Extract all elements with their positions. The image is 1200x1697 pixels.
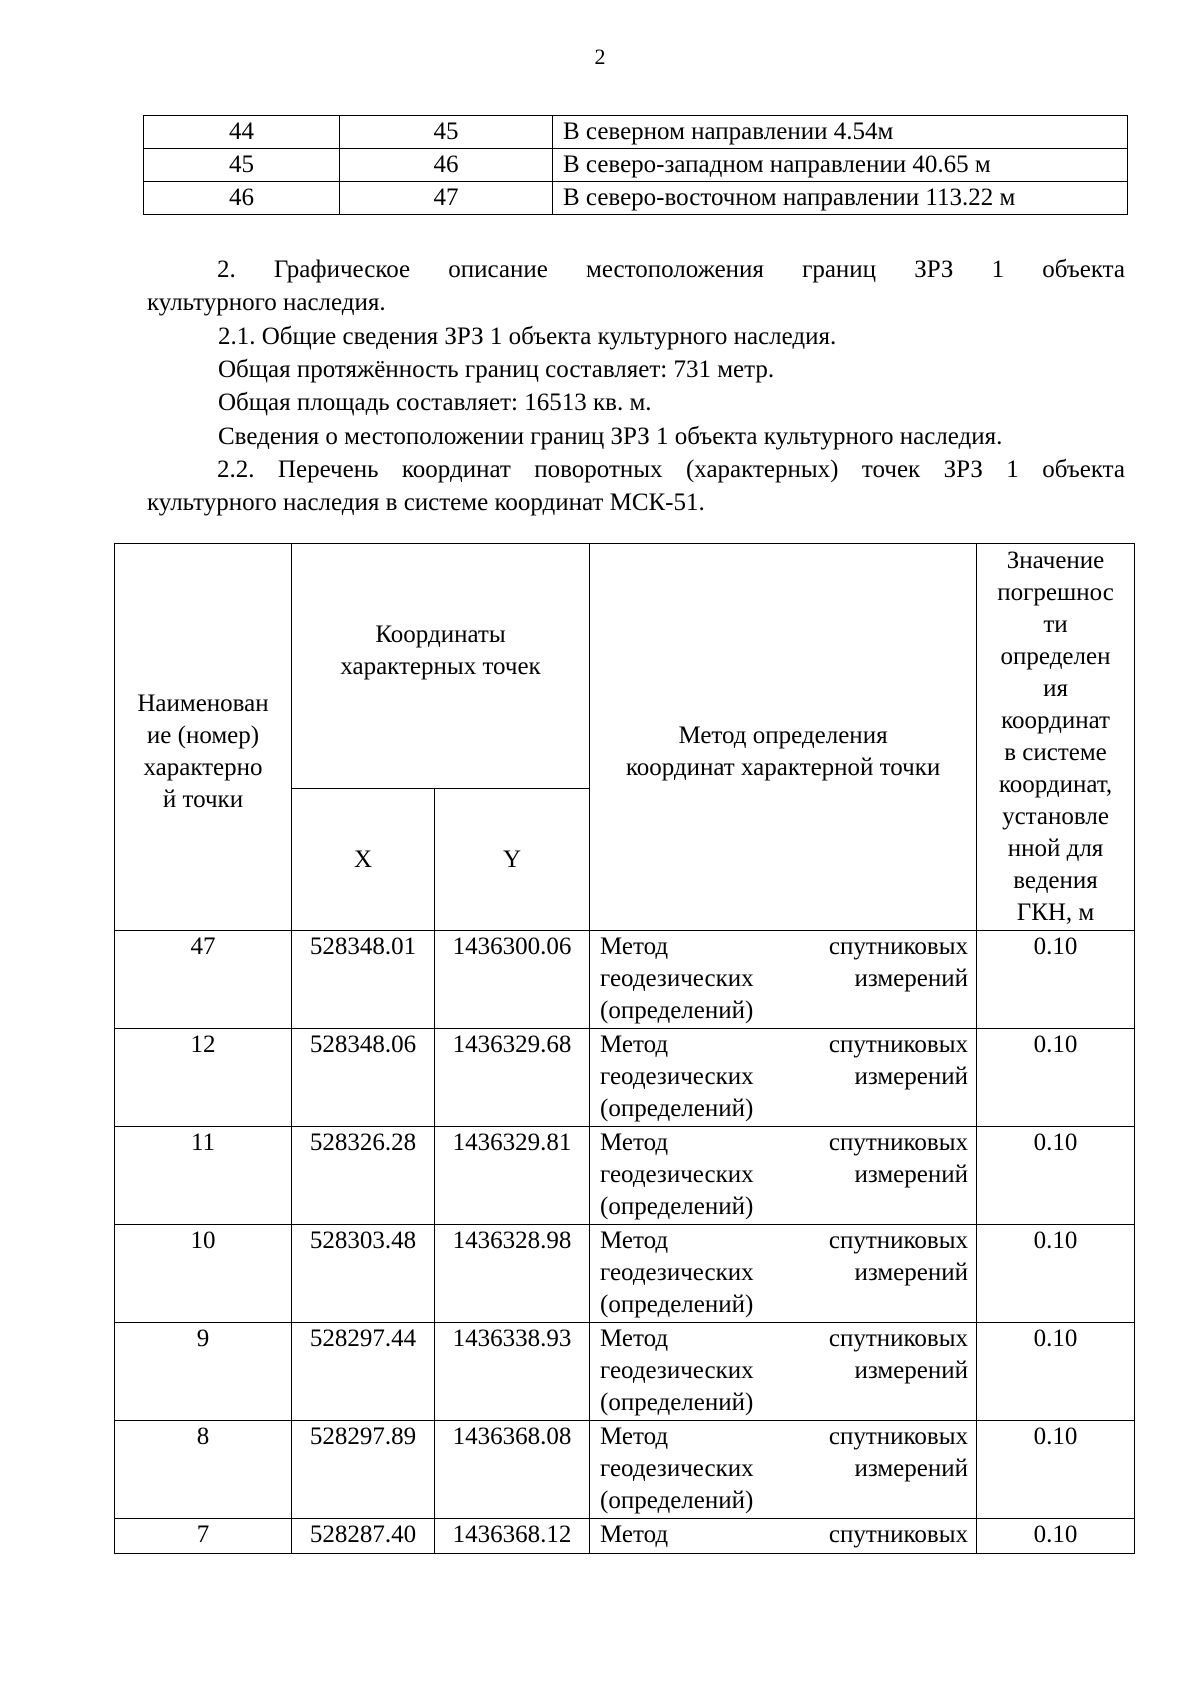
coord-x: 528287.40 — [292, 1519, 435, 1554]
section-2-heading: 2. Графическое описание местоположения границ ЗРЗ 1 объекта — [217, 256, 1125, 283]
header-coordinates — [292, 544, 590, 789]
header-line: характерно — [143, 754, 263, 781]
method-word: геодезических — [600, 1259, 754, 1286]
method-word: измерений — [854, 1259, 969, 1286]
coord-x: 528348.01 — [292, 931, 435, 1029]
method-word: геодезических — [600, 965, 754, 992]
coord-x: 528326.28 — [292, 1127, 435, 1225]
method-cell — [590, 931, 977, 1029]
coordinate-row — [115, 1029, 1135, 1127]
method-word: (определений) — [600, 1389, 754, 1416]
header-line: в системе — [1004, 739, 1107, 766]
header-line: й точки — [162, 786, 244, 813]
method-word: спутниковых — [828, 1129, 969, 1156]
method-word: (определений) — [600, 1291, 754, 1318]
method-word: Метод — [600, 1031, 669, 1058]
total-area: Общая площадь составляет: 16513 кв. м. — [218, 389, 652, 416]
method-word: Метод — [600, 1423, 669, 1450]
method-word: спутниковых — [828, 933, 969, 960]
page-number: 2 — [594, 44, 606, 69]
point-number: 12 — [115, 1029, 292, 1127]
point-number: 8 — [115, 1421, 292, 1519]
method-word: спутниковых — [828, 1227, 969, 1254]
point-number: 47 — [115, 931, 292, 1029]
method-word: спутниковых — [828, 1521, 969, 1548]
header-method — [590, 544, 977, 931]
coord-y: 1436329.68 — [435, 1029, 590, 1127]
total-length: Общая протяжённость границ составляет: 731 метр. — [218, 356, 775, 383]
segment-description: В северо-восточном направлении 113.22 м — [553, 182, 1128, 215]
header-line: нной для — [1007, 835, 1104, 862]
method-cell — [590, 1029, 977, 1127]
header-line: Координаты — [375, 621, 506, 648]
method-word: спутниковых — [828, 1031, 969, 1058]
method-cell — [590, 1519, 977, 1554]
method-word: измерений — [854, 1161, 969, 1188]
header-line: определен — [1000, 643, 1111, 670]
header-line: координат — [1001, 707, 1110, 734]
method-word: геодезических — [600, 1161, 754, 1188]
segment-from: 45 — [144, 149, 340, 182]
coord-x: 528348.06 — [292, 1029, 435, 1127]
coord-x: 528303.48 — [292, 1225, 435, 1323]
coord-y: 1436329.81 — [435, 1127, 590, 1225]
header-x: X — [292, 789, 435, 931]
method-cell — [590, 1421, 977, 1519]
point-number: 9 — [115, 1323, 292, 1421]
segment-to: 46 — [340, 149, 553, 182]
method-word: Метод — [600, 1325, 669, 1352]
header-line: ти — [1043, 611, 1068, 638]
error-value: 0.10 — [977, 1519, 1135, 1554]
method-word: Метод — [600, 1129, 669, 1156]
section-2-1: 2.1. Общие сведения ЗРЗ 1 объекта культурного наследия. — [218, 323, 837, 350]
coordinate-row — [115, 931, 1135, 1029]
coordinate-row — [115, 1127, 1135, 1225]
segment-to: 45 — [340, 116, 553, 149]
coordinate-row — [115, 1519, 1135, 1554]
section-2-2-cont: культурного наследия в системе координат МСК-51. — [147, 489, 705, 516]
header-error — [977, 544, 1135, 931]
error-value: 0.10 — [977, 931, 1135, 1029]
header-line: координат, — [998, 771, 1113, 798]
error-value: 0.10 — [977, 1029, 1135, 1127]
segment-row — [144, 116, 1128, 149]
method-word: спутниковых — [828, 1325, 969, 1352]
header-line: установле — [1002, 803, 1109, 830]
header-line: Наименован — [137, 690, 269, 717]
method-word: (определений) — [600, 1095, 754, 1122]
method-word: измерений — [854, 965, 969, 992]
coord-x: 528297.44 — [292, 1323, 435, 1421]
method-word: (определений) — [600, 1193, 754, 1220]
coord-y: 1436338.93 — [435, 1323, 590, 1421]
error-value: 0.10 — [977, 1225, 1135, 1323]
method-cell — [590, 1225, 977, 1323]
method-word: Метод — [600, 1227, 669, 1254]
point-number: 11 — [115, 1127, 292, 1225]
header-line: Метод определения — [678, 722, 888, 749]
method-word: измерений — [854, 1357, 969, 1384]
method-word: Метод — [600, 1521, 669, 1548]
header-line: ведения — [1013, 867, 1098, 894]
point-number: 10 — [115, 1225, 292, 1323]
segment-description: В северном направлении 4.54м — [553, 116, 1128, 149]
coordinate-row — [115, 1421, 1135, 1519]
error-value: 0.10 — [977, 1323, 1135, 1421]
method-word: измерений — [854, 1063, 969, 1090]
method-word: геодезических — [600, 1063, 754, 1090]
coord-y: 1436328.98 — [435, 1225, 590, 1323]
section-2-2: 2.2. Перечень координат поворотных (характерных) точек ЗРЗ 1 объекта — [217, 456, 1125, 483]
section-2-heading-cont: культурного наследия. — [147, 289, 386, 316]
header-line: ия — [1043, 675, 1068, 702]
method-word: (определений) — [600, 1487, 754, 1514]
header-line: Значение — [1006, 547, 1105, 574]
method-cell — [590, 1127, 977, 1225]
segments-table — [143, 115, 1128, 215]
segment-from: 46 — [144, 182, 340, 215]
header-y: Y — [435, 789, 590, 931]
coord-y: 1436368.08 — [435, 1421, 590, 1519]
method-cell — [590, 1323, 977, 1421]
segment-row — [144, 149, 1128, 182]
header-line: погрешнос — [997, 579, 1114, 606]
location-info: Сведения о местоположении границ ЗРЗ 1 объекта культурного наследия. — [218, 423, 1003, 450]
segment-to: 47 — [340, 182, 553, 215]
header-point-name — [115, 544, 292, 931]
method-word: геодезических — [600, 1455, 754, 1482]
error-value: 0.10 — [977, 1127, 1135, 1225]
header-line: характерных точек — [340, 653, 541, 680]
segment-description: В северо-западном направлении 40.65 м — [553, 149, 1128, 182]
coord-y: 1436368.12 — [435, 1519, 590, 1554]
method-word: Метод — [600, 933, 669, 960]
header-line: ие (номер) — [146, 722, 260, 749]
header-line: координат характерной точки — [625, 754, 941, 781]
segment-from: 44 — [144, 116, 340, 149]
method-word: измерений — [854, 1455, 969, 1482]
coord-x: 528297.89 — [292, 1421, 435, 1519]
error-value: 0.10 — [977, 1421, 1135, 1519]
coordinate-row — [115, 1225, 1135, 1323]
coordinates-table — [114, 543, 1135, 1554]
coord-y: 1436300.06 — [435, 931, 590, 1029]
method-word: геодезических — [600, 1357, 754, 1384]
method-word: (определений) — [600, 997, 754, 1024]
method-word: спутниковых — [828, 1423, 969, 1450]
coordinate-row — [115, 1323, 1135, 1421]
segment-row — [144, 182, 1128, 215]
point-number: 7 — [115, 1519, 292, 1554]
header-line: ГКН, м — [1016, 899, 1095, 926]
